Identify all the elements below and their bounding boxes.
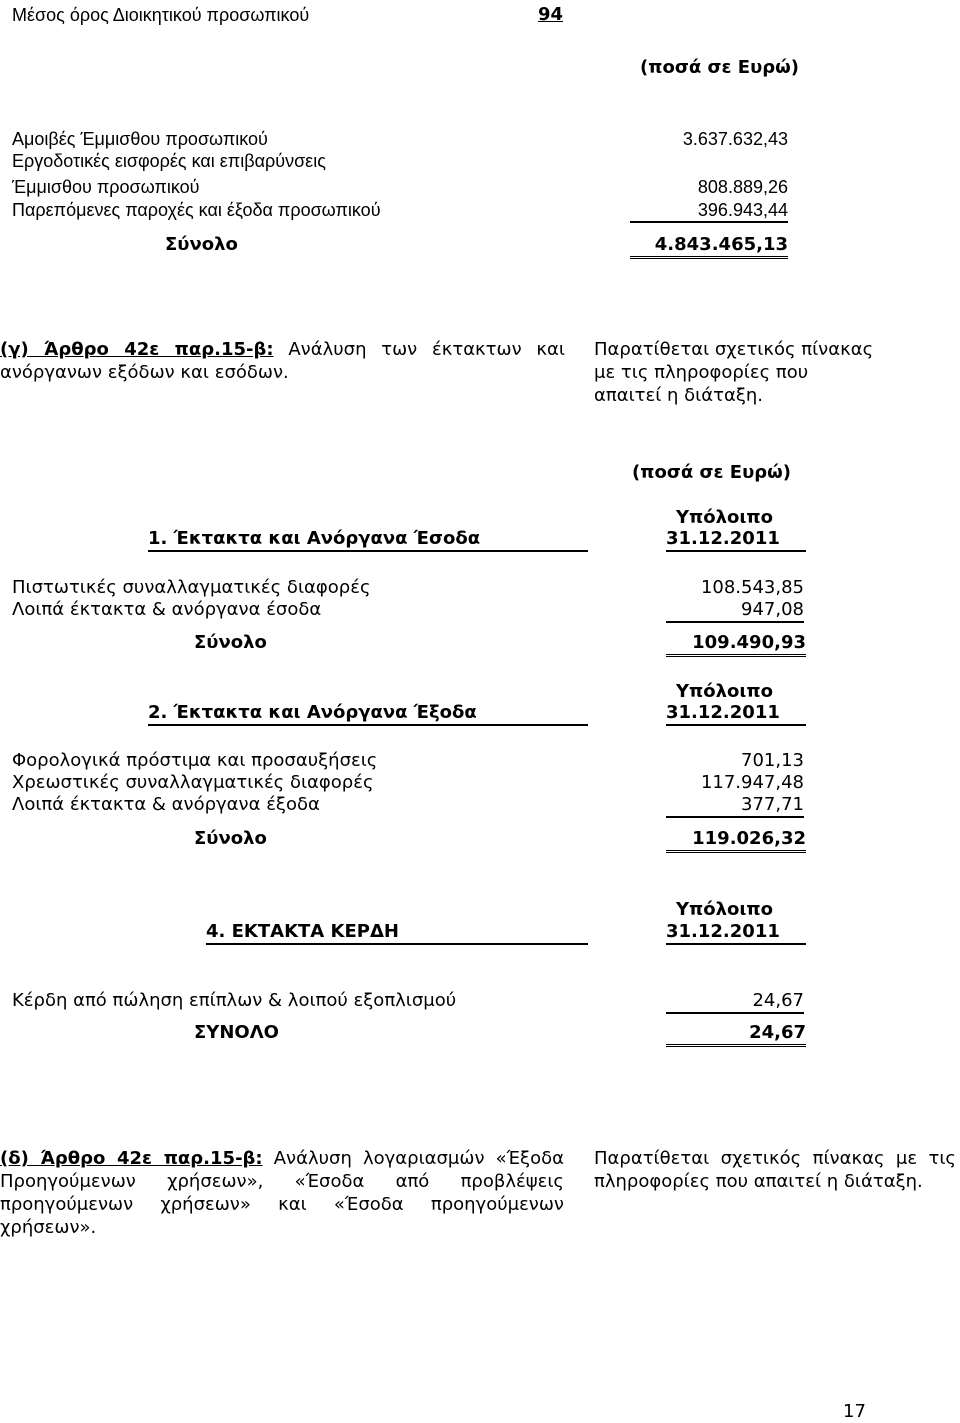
income-total-label: Σύνολο	[194, 632, 267, 653]
payroll-total-label: Σύνολο	[165, 234, 238, 255]
gains-title: 4. ΕΚΤΑΚΤΑ ΚΕΡΔΗ	[206, 921, 588, 945]
section-g-note-3: απαιτεί η διάταξη.	[594, 385, 764, 406]
payroll-label-2: Εργοδοτικές εισφορές και επιβαρύνσεις	[12, 151, 326, 171]
gains-col-header-1: Υπόλοιπο	[676, 899, 774, 920]
section-d-line4: χρήσεων».	[0, 1217, 97, 1238]
section-g-currency-note: (ποσά σε Ευρώ)	[632, 462, 791, 483]
income-value-1: 108.543,85	[700, 577, 804, 598]
section-d-line3: προηγούμενων χρήσεων» και «Έσοδα προηγούμενων	[0, 1194, 564, 1215]
income-total-value: 109.490,93	[666, 632, 806, 657]
section-g-note-2: με τις πληροφορίες που	[594, 362, 809, 383]
expenses-value-2: 117.947,48	[700, 772, 804, 793]
section-g-line2: ανόργανων εξόδων και εσόδων.	[0, 362, 289, 383]
expenses-col-header-2: 31.12.2011	[666, 702, 806, 726]
payroll-label-4: Παρεπόμενες παροχές και έξοδα προσωπικού	[12, 200, 381, 220]
expenses-title: 2. Έκτακτα και Ανόργανα Έξοδα	[148, 702, 588, 726]
expenses-label-2: Χρεωστικές συναλλαγματικές διαφορές	[12, 772, 374, 793]
expenses-label-1: Φορολογικά πρόστιμα και προσαυξήσεις	[12, 750, 378, 771]
income-value-2: 947,08	[666, 599, 804, 623]
expenses-value-3: 377,71	[666, 794, 804, 818]
payroll-value-3: 808.889,26	[697, 177, 788, 197]
income-col-header-1: Υπόλοιπο	[676, 507, 774, 528]
gains-total-label: ΣΥΝΟΛΟ	[194, 1022, 279, 1043]
gains-total-value: 24,67	[666, 1022, 806, 1047]
expenses-label-3: Λοιπά έκτακτα & ανόργανα έξοδα	[12, 794, 320, 815]
income-col-header-2: 31.12.2011	[666, 528, 806, 552]
income-label-1: Πιστωτικές συναλλαγματικές διαφορές	[12, 577, 371, 598]
payroll-total-value: 4.843.465,13	[630, 234, 788, 259]
gains-col-header-2: 31.12.2011	[666, 921, 806, 945]
section-d-line1	[0, 1148, 564, 1170]
section-d-line1-rest: Ανάλυση λογαριασμών «Έξοδα	[273, 1148, 564, 1169]
expenses-col-header-1: Υπόλοιπο	[676, 681, 774, 702]
section-d-heading: (δ) Άρθρο 42ε παρ.15-β:	[0, 1148, 263, 1169]
page-number: 17	[843, 1401, 866, 1422]
section-d-line2: Προηγούμενων χρήσεων», «Έσοδα από προβλέψεις	[0, 1171, 564, 1192]
payroll-label-1: Αμοιβές Έμμισθου προσωπικού	[12, 129, 268, 149]
payroll-value-4: 396.943,44	[630, 199, 788, 223]
income-label-2: Λοιπά έκτακτα & ανόργανα έσοδα	[12, 599, 322, 620]
section-d-note-1: Παρατίθεται σχετικός πίνακας με τις	[594, 1148, 956, 1169]
section-g-line1	[0, 339, 565, 361]
section-g-note-1: Παρατίθεται σχετικός πίνακας	[594, 339, 874, 360]
gains-label-1: Κέρδη από πώληση επίπλων & λοιπού εξοπλισμού	[12, 990, 457, 1011]
expenses-total-label: Σύνολο	[194, 828, 267, 849]
avg-staff-label: Μέσος όρος Διοικητικού προσωπικού	[12, 5, 310, 25]
expenses-value-1: 701,13	[741, 750, 804, 771]
section-g-heading: (γ) Άρθρο 42ε παρ.15-β:	[0, 339, 274, 360]
section-g-line1-rest: Ανάλυση των έκτακτων και	[288, 339, 565, 360]
payroll-value-1: 3.637.632,43	[682, 129, 788, 149]
section-d-note-2: πληροφορίες που απαιτεί η διάταξη.	[594, 1171, 923, 1192]
gains-value-1: 24,67	[666, 990, 804, 1014]
expenses-total-value: 119.026,32	[666, 828, 806, 853]
payroll-label-3: Έμμισθου προσωπικού	[12, 177, 200, 197]
income-title: 1. Έκτακτα και Ανόργανα Έσοδα	[148, 528, 588, 552]
avg-staff-value: 94	[538, 4, 564, 25]
currency-note: (ποσά σε Ευρώ)	[640, 57, 799, 78]
